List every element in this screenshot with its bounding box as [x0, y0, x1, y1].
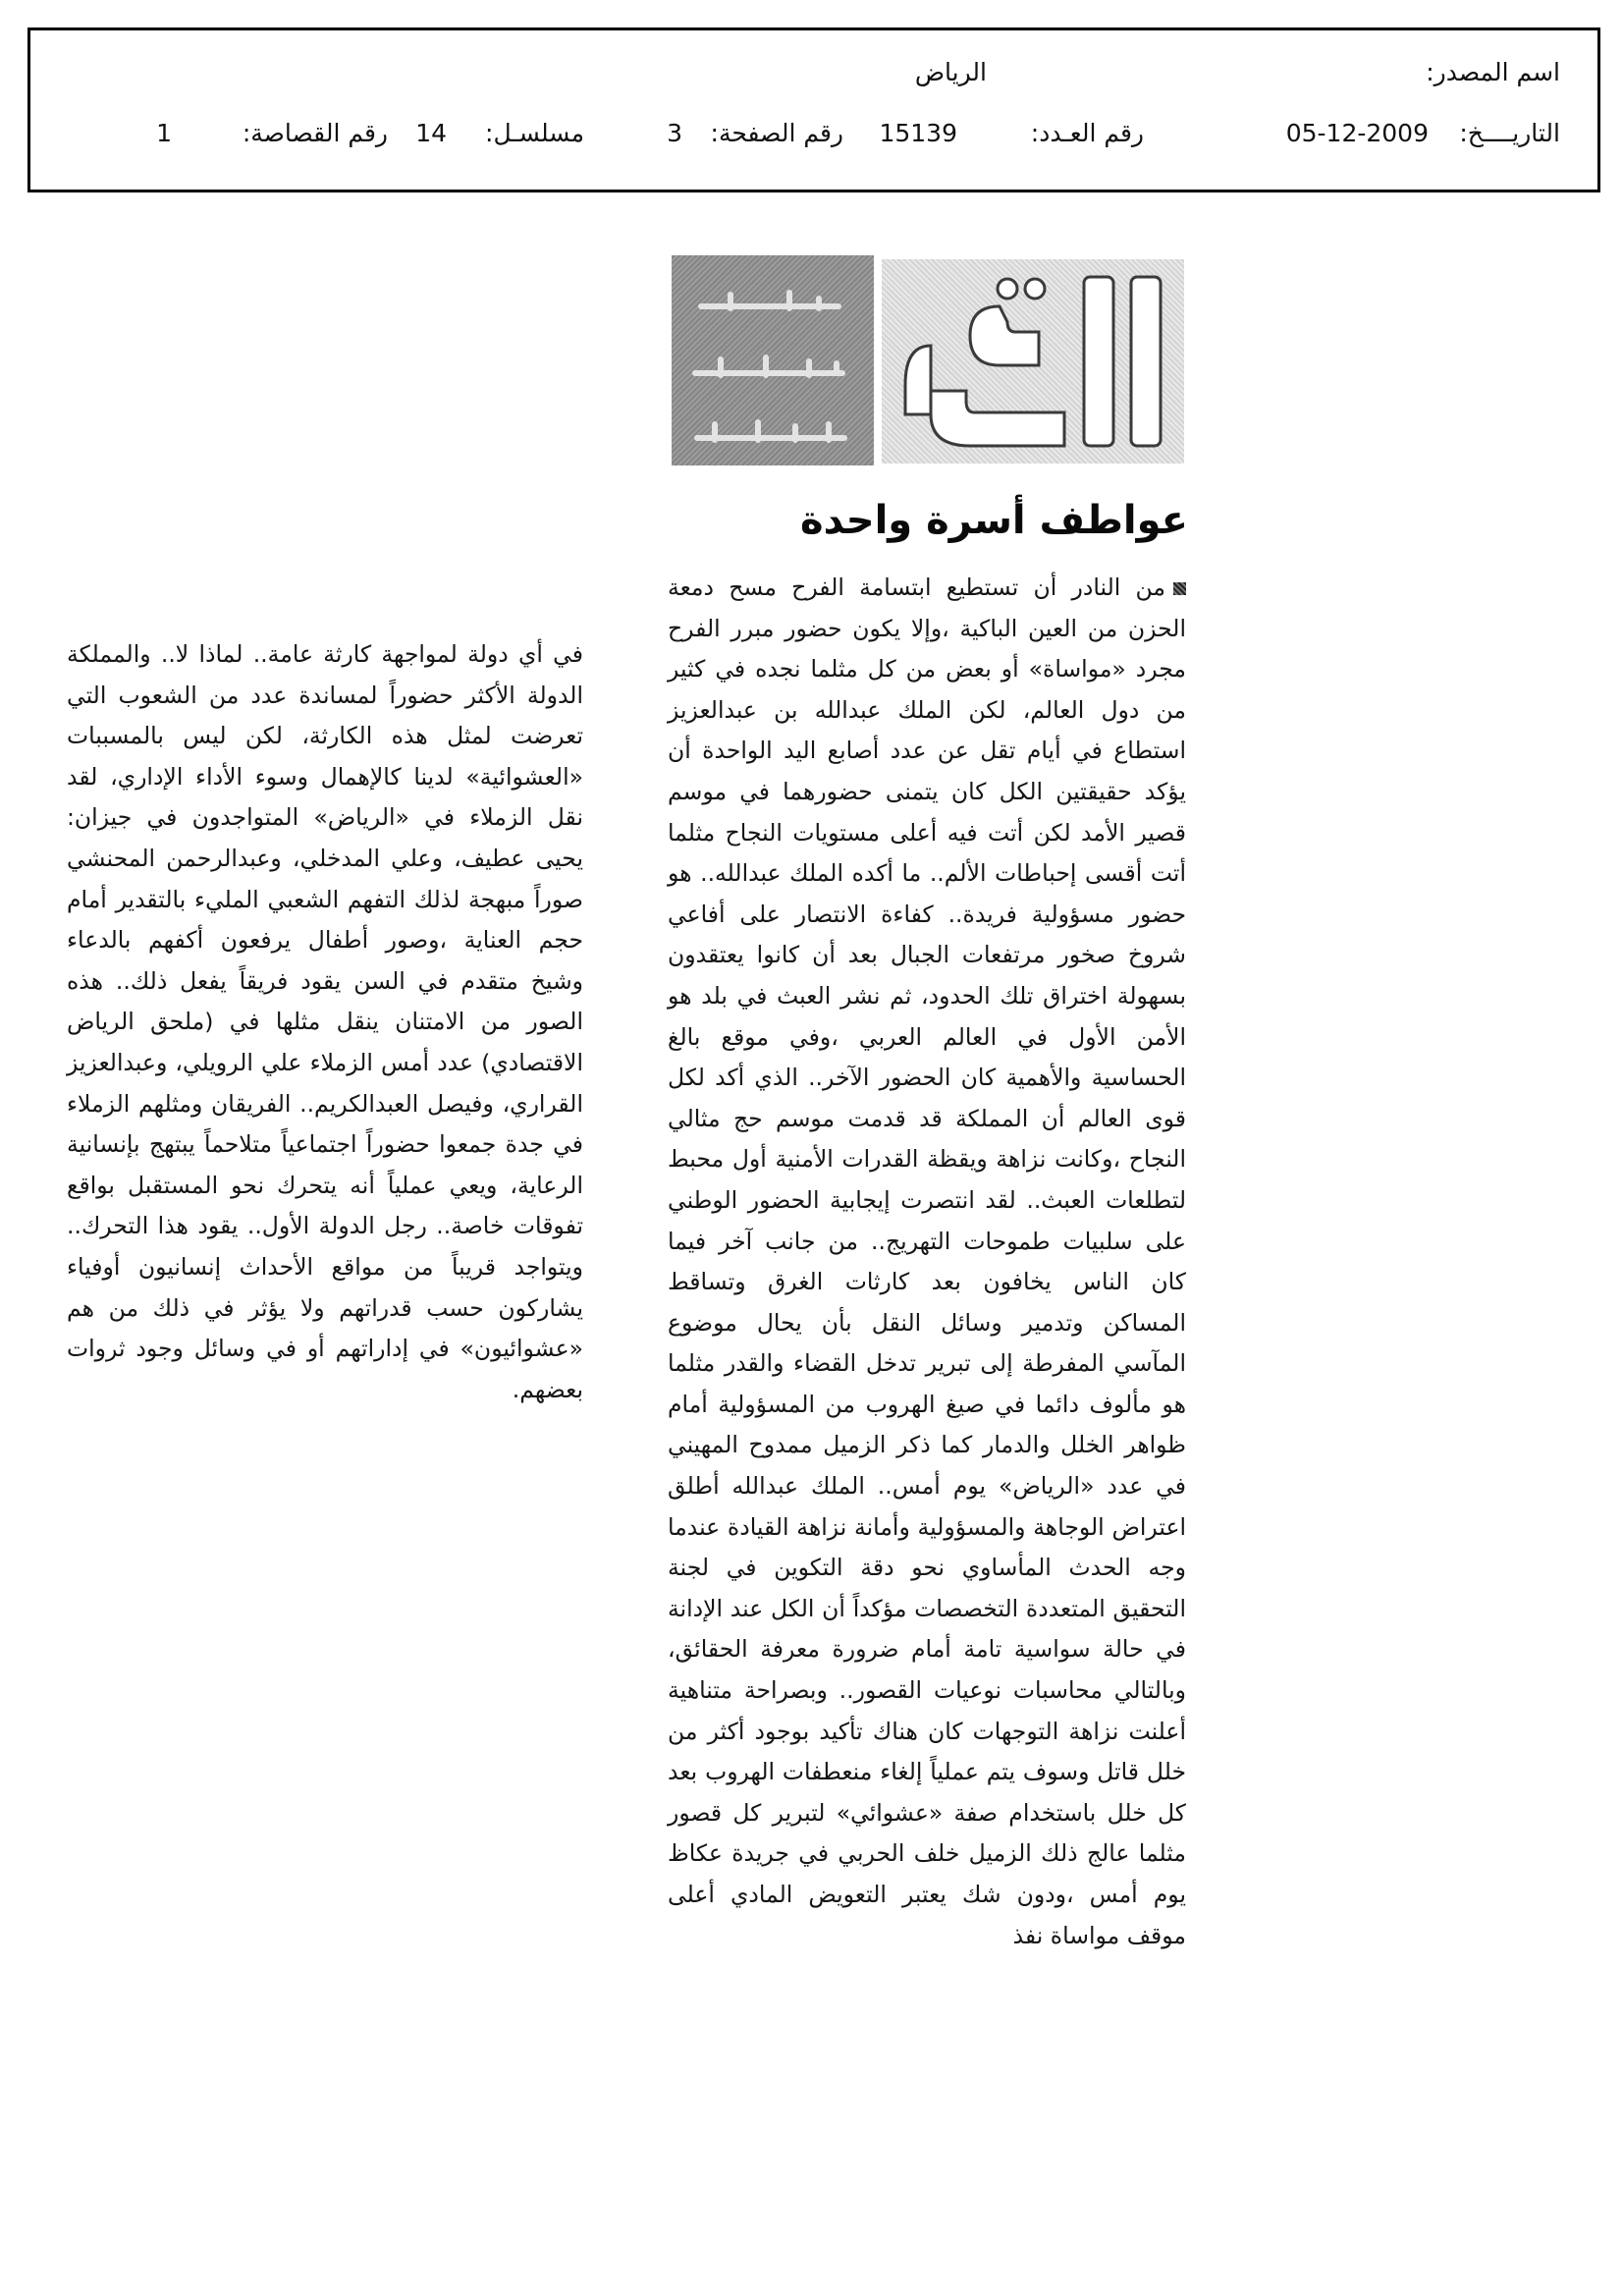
column-logo	[882, 259, 1184, 464]
liqaa-logo-icon	[892, 267, 1174, 456]
author-name-banner-icon	[672, 255, 874, 465]
article-column-right-text: من النادر أن تستطيع ابتسامة الفرح مسح دمعة الحزن من العين الباكية ،وإلا يكون حضور مبرر الفرح مجرد «مواساة» أو بعض من كل مثلما نجده في كثير من دول العالم، لكن الملك عبدالله بن عبدالعزيز استطاع في أيام تقل عن عدد أصابع اليد الواحدة أن يؤكد حقيقتين الكل كان يتمنى حضورهما في موسم قصير الأمد لكن أتت فيه أعلى مستويات النجاح مثلما أتت أقسى إحباطات الألم.. ما أكده الملك عبدالله.. هو حضور مسؤولية فريدة.. كفاءة الانتصار على أفاعي شروخ صخور مرتفعات الجبال بعد أن كانوا يعتقدون بسهولة اختراق تلك الحدود، ثم نشر العبث في بلد هو الأمن الأول في العالم العربي ،وفي موقع بالغ الحساسية والأهمية كان الحضور الآخر.. الذي أكد لكل قوى العالم أن المملكة قد قدمت موسم حج مثالي النجاح ،وكانت نزاهة ويقظة القدرات الأمنية أول محبط لتطلعات العبث.. لقد انتصرت إيجابية الحضور الوطني على سلبيات طموحات التهريج.. من جانب آخر فيما كان الناس يخافون بعد كارثات الغرق وتساقط المساكن وتدمير وسائل النقل بأن يحال موضوع المآسي المفرطة إلى تبرير تدخل القضاء والقدر مثلما هو مألوف دائما في صيغ الهروب من المسؤولية أمام ظواهر الخلل والدمار كما ذكر الزميل ممدوح المهيني في عدد «الرياض» يوم أمس.. الملك عبدالله أطلق اعتراض الوجاهة والمسؤولية وأمانة نزاهة القيادة عندما وجه الحدث المأساوي نحو دقة التكوين في لجنة التحقيق المتعددة التخصصات مؤكداً أن الكل عند الإدانة في حالة سواسية تامة أمام ضرورة معرفة الحقائق، وبالتالي محاسبات نوعيات القصور.. وبصراحة متناهية أعلنت نزاهة التوجهات كان هناك تأكيد بوجود أكثر من خلل قاتل وسوف يتم عملياً إلغاء منعطفات الهروب بعد كل خلل باستخدام صفة «عشوائي» لتبرير كل قصور مثلما عالج ذلك الزميل خلف الحربي في جريدة عكاظ يوم أمس ،ودون شك يعتبر التعويض المادي أعلى موقف مواساة نفذ	[668, 574, 1186, 1949]
source-label: اسم المصدر:	[1426, 58, 1560, 86]
page-label: رقم الصفحة:	[710, 119, 843, 147]
source-value: الرياض	[914, 58, 987, 86]
date-label: التاريــــخ:	[1459, 119, 1560, 147]
clip-label: رقم القصاصة:	[242, 119, 388, 147]
article-column-left: في أي دولة لمواجهة كارثة عامة.. لماذا لا.. والمملكة الدولة الأكثر حضوراً لمساندة عدد من الشعوب التي تعرضت لمثل هذه الكارثة، لكن ليس بالمسببات «العشوائية» لدينا كالإهمال وسوء الأداء الإداري، لقد نقل الزملاء في «الرياض» المتواجدون في جيزان: يحيى عطيف، وعلي المدخلي، وعبدالرحمن المحنشي صوراً مبهجة لذلك التفهم الشعبي المليء بالتقدير أمام حجم العناية ،وصور أطفال يرفعون أكفهم بالدعاء وشيخ متقدم في السن يقود فريقاً يفعل ذلك.. هذه الصور من الامتنان ينقل مثلها في (ملحق الرياض الاقتصادي) عدد أمس الزملاء علي الرويلي، وعبدالعزيز القراري، وفيصل العبدالكريم.. الفريقان ومثلهم الزملاء في جدة جمعوا حضوراً اجتماعياً متلاحماً يبتهج بإنسانية الرعاية، ويعي عملياً أنه يتحرك نحو المستقبل بواقع تفوقات خاصة.. رجل الدولة الأول.. يقود هذا التحرك.. ويتواجد قريباً من مواقع الأحداث إنسانيون أوفياء يشاركون حسب قدراتهم ولا يؤثر في ذلك من هم «عشوائيون» في إداراتهم أو في وسائل وجود ثروات بعضهم.	[67, 640, 583, 1403]
date-value: 05-12-2009	[1285, 119, 1429, 147]
serial-label: مسلسـل:	[485, 119, 584, 147]
square-bullet-icon	[1173, 582, 1186, 595]
author-banner	[672, 255, 874, 465]
issue-value: 15139	[879, 119, 957, 147]
serial-value: 14	[415, 119, 447, 147]
clip-value: 1	[156, 119, 172, 147]
page-value: 3	[667, 119, 682, 147]
article-column-right	[668, 568, 1186, 1956]
article-headline: عواطف أسرة واحدة	[800, 498, 1188, 543]
clipping-header	[27, 27, 1600, 192]
issue-label: رقم العـدد:	[1030, 119, 1144, 147]
